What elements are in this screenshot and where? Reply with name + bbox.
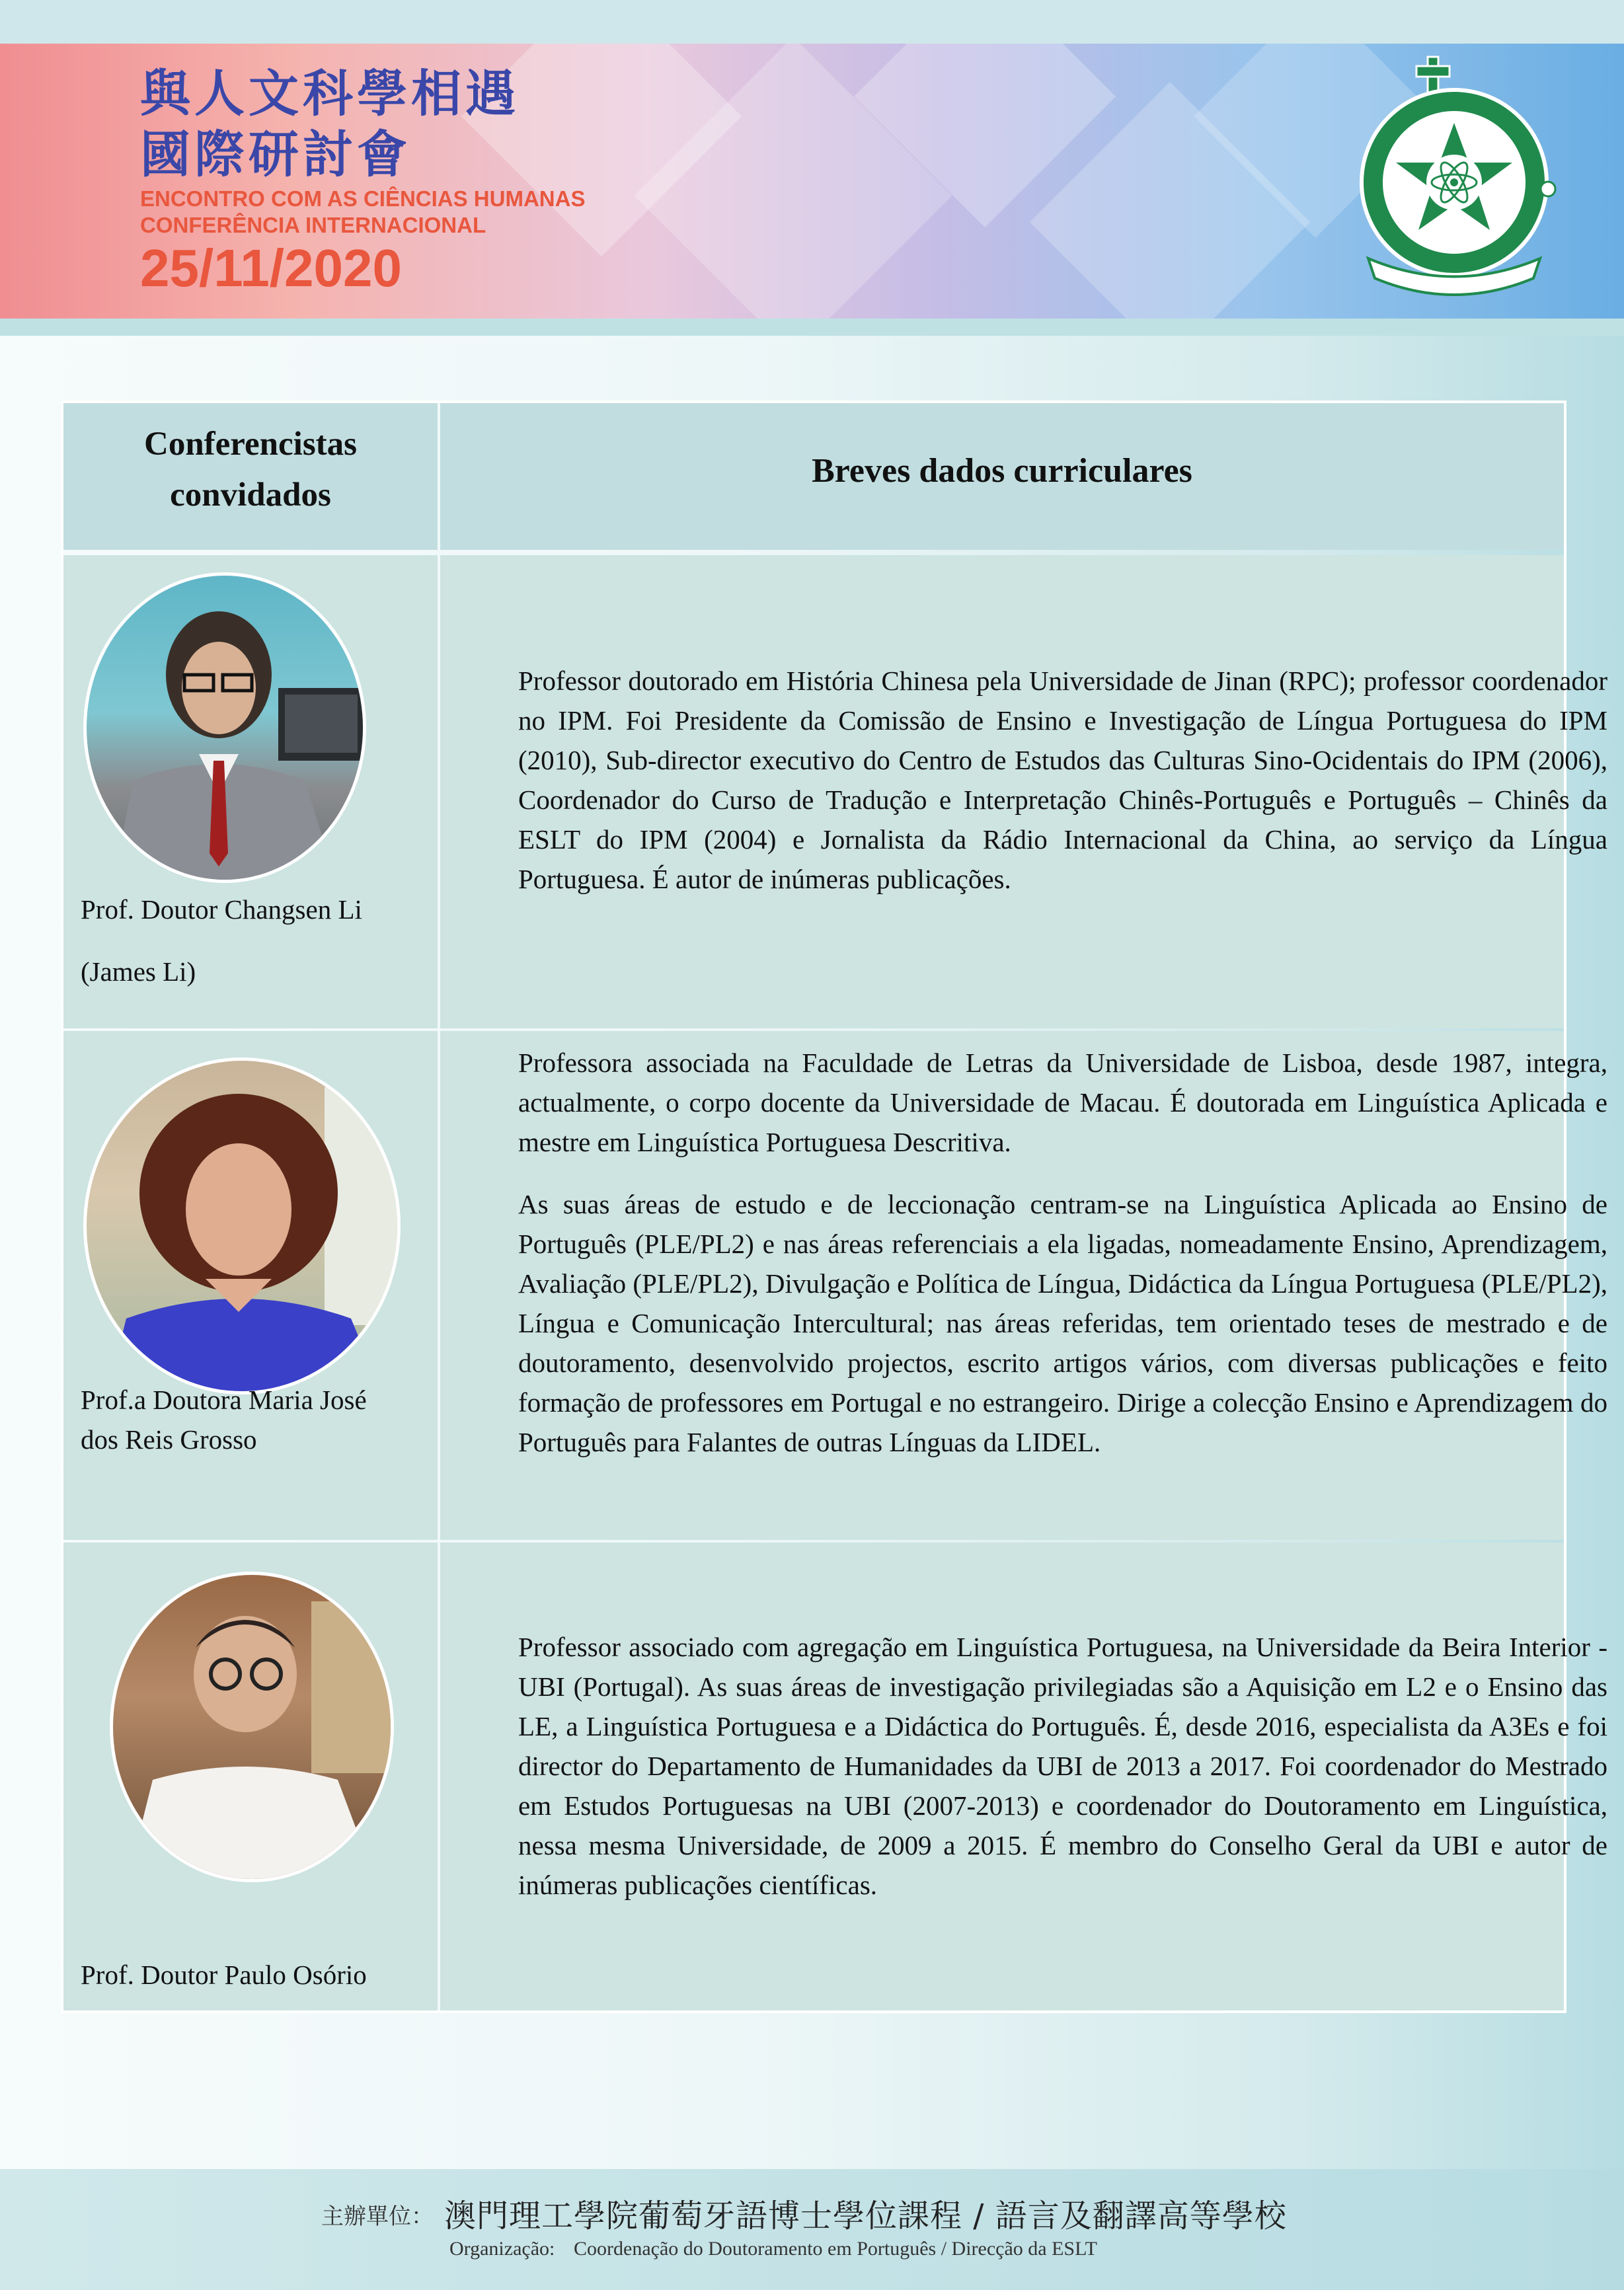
organizer-label-pt: Organização:	[449, 2238, 555, 2260]
speaker-photo-icon	[87, 576, 366, 883]
speaker-name-cont: dos Reis Grosso	[81, 1424, 257, 1455]
conference-date: 25/11/2020	[140, 239, 402, 297]
bio-paragraph: Professor doutorado em História Chinesa pela Universidade de Jinan (RPC); professor coordenador no IPM. Foi Presidente da Comissão de Ensino e Investigação de Língua Portuguesa do IPM (2010), Sub-director executivo do Centro de Estudos das Culturas Sino-Ocidentais do IPM (2006), Coordenador do Curso de Tradução e Interpretação Chinês-Português e Português – Chinês da ESLT do IPM (2004) e Jornalista da Rádio Internacional da China, ao serviço da Língua Portuguesa. É autor de inúmeras publicações.	[518, 666, 1607, 894]
bio-paragraph: Professora associada na Faculdade de Letras da Universidade de Lisboa, desde 1987, integra, actualmente, o corpo docente da Universidade de Macau. É doutorada em Linguística Aplicada e mestre em Linguística Portuguesa Descritiva.	[518, 1048, 1607, 1157]
speaker-name: Prof.a Doutora Maria José	[81, 1385, 367, 1415]
speaker-bio	[518, 1627, 1607, 1905]
organizer-name-pt: Coordenação do Doutoramento em Português / Direcção da ESLT	[574, 2238, 1098, 2260]
speaker-photo-icon	[83, 572, 366, 883]
speaker-photo-icon	[87, 1061, 401, 1394]
bio-paragraph: As suas áreas de estudo e de leccionação centram-se na Linguística Aplicada ao Ensino de Português (PLE/PL2) e nas áreas referenciais a ela ligadas, nomeadamente Ensino, Aprendizagem, Avaliação (PLE/PL2), Divulgação e Política de Língua, Didáctica da Língua Portuguesa (PLE/PL2), Língua e Comunicação Intercultural; nas áreas referidas, tem orientado teses de mestrado e de doutoramento, desenvolvido projectos, escrito artigos vários, com diversas publicações e feito formação de professores em Portugal e no estrangeiro. Dirige a colecção Ensino e Aprendizagem do Português para Falantes de outras Línguas da LIDEL.	[518, 1189, 1607, 1457]
banner-bottom-strip	[0, 319, 1624, 336]
conference-title-pt-line1: ENCONTRO COM AS CIÊNCIAS HUMANAS	[140, 186, 586, 211]
speaker-name: Prof. Doutor Changsen Li	[81, 894, 362, 925]
banner-top-strip	[0, 0, 1624, 44]
column-header-speakers: Conferencistas convidados	[143, 426, 357, 514]
conference-title-zh-line2: 國際研討會	[140, 125, 411, 184]
header-cell-speakers	[63, 403, 438, 550]
macao-polytechnic-seal-icon	[1362, 57, 1555, 295]
footer	[0, 2169, 1624, 2290]
conference-title-pt-line2: CONFERÊNCIA INTERNACIONAL	[140, 213, 486, 237]
header-cell-cv	[440, 403, 1564, 550]
speaker-photo-icon	[110, 1572, 394, 1882]
speakers-table	[61, 401, 1607, 2013]
conference-title-zh-line1: 與人文科學相遇	[140, 64, 520, 123]
speaker-name-alias: (James Li)	[81, 956, 196, 987]
speaker-bio	[518, 1043, 1607, 1462]
bio-paragraph: Professor associado com agregação em Linguística Portuguesa, na Universidade da Beira Interior - UBI (Portugal). As suas áreas de investigação privilegiadas são a Aquisição em L2 e o Ensino das LE, a Linguística Portuguesa e a Didáctica do Português. É, desde 2016, especialista da A3Es e foi director do Departamento de Humanidades da UBI de 2013 a 2017. Foi coordenador do Mestrado em Estudos Portuguesas na UBI (2007-2013) e coordenador do Doutoramento em Linguística, nessa mesma Universidade, de 2009 a 2015. É membro do Conselho Geral da UBI e autor de inúmeras publicações científicas.	[518, 1632, 1607, 1900]
speaker-name: Prof. Doutor Paulo Osório	[81, 1960, 367, 1990]
column-header-cv: Breves dados curriculares	[812, 452, 1192, 490]
speaker-bio	[518, 661, 1607, 899]
institute-logo	[1348, 50, 1560, 301]
speaker-photo-icon	[83, 1057, 401, 1394]
organizer-label-zh: 主辦單位：	[321, 2203, 434, 2230]
organizer-name-zh: 澳門理工學院葡萄牙語博士學位課程 / 語言及翻譯高等學校	[444, 2197, 1287, 2234]
speaker-photo-icon	[113, 1575, 394, 1882]
